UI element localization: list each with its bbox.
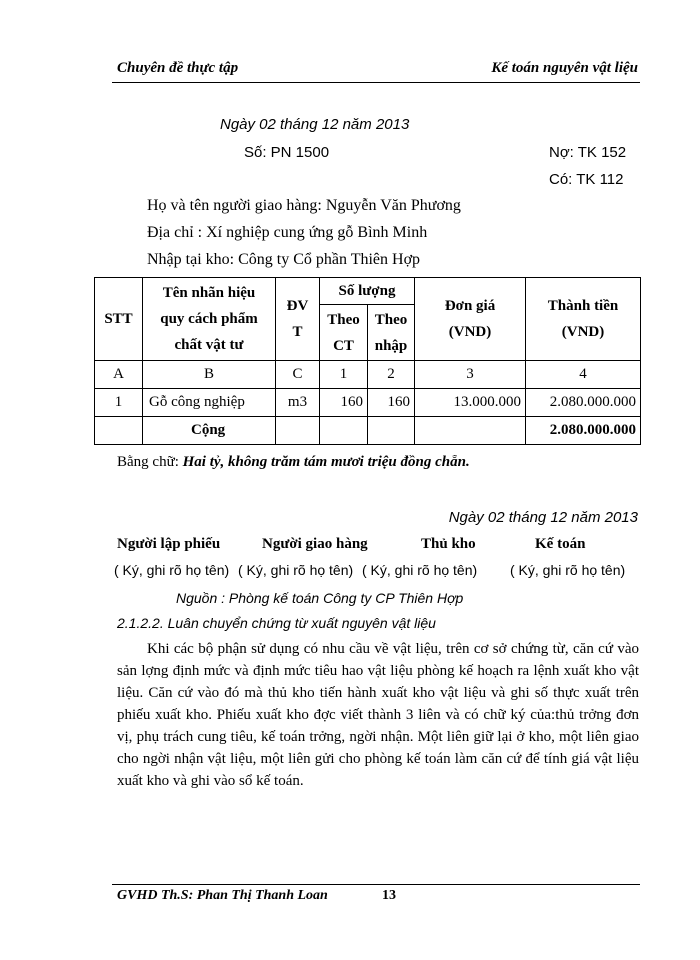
voucher-debit: Nợ: TK 152 bbox=[549, 144, 627, 161]
in-words-label: Bằng chữ: bbox=[117, 454, 179, 470]
warehouse-line: Nhập tại kho: Công ty Cổ phần Thiên Hợp bbox=[147, 251, 421, 268]
col-unit-header: ĐV T bbox=[276, 278, 320, 361]
source-note: Nguồn : Phòng kế toán Công ty CP Thiên Hợp bbox=[176, 590, 464, 606]
col-price-header: Đơn giá (VND) bbox=[415, 278, 526, 361]
paragraph-text: Khi các bộ phận sử dụng có nhu cầu về vật liệu, trên cơ sở chứng từ, căn cứ vào sản lợng định mức và định mức tiêu hao vật liệu phòng kế hoạch ra lệnh xuất kho vật liệu. Căn cứ vào đó mà thủ kho tiến hành xuất kho vật liệu và ghi số thực xuất trên phiếu xuất kho. Phiếu xuất kho đợc viết thành 3 liên và có chữ ký của:thủ trởng đơn vị, phụ trách cung tiêu, kế toán trởng, ngời nhận. Một liên giữ lại ở kho, một liên giao cho ngời nhận vật liệu, một liên gửi cho phòng kế toán làm căn cứ để tính giá vật liệu xuất kho và ghi vào sổ kế toán. bbox=[117, 641, 639, 789]
col-qty-header: Số lượng bbox=[320, 278, 415, 305]
table-code-row: A B C 1 2 3 4 bbox=[95, 361, 641, 389]
footer-rule bbox=[112, 884, 640, 885]
sign-note-storekeeper: ( Ký, ghi rõ họ tên) bbox=[362, 562, 478, 578]
sign-note-accountant: ( Ký, ghi rõ họ tên) bbox=[510, 562, 626, 578]
in-words-value: Hai tỷ, không trăm tám mươi triệu đồng chẵn. bbox=[178, 454, 470, 470]
page-number: 13 bbox=[382, 888, 396, 903]
role-storekeeper: Thủ kho bbox=[421, 536, 476, 552]
header-rule bbox=[112, 82, 640, 83]
col-qty-in-header: Theo nhập bbox=[368, 305, 415, 361]
total-amount: 2.080.000.000 bbox=[526, 417, 641, 445]
role-deliverer: Người giao hàng bbox=[262, 536, 368, 552]
body-paragraph bbox=[117, 638, 639, 792]
col-stt-header: STT bbox=[95, 278, 143, 361]
signature-date: Ngày 02 tháng 12 năm 2013 bbox=[448, 509, 638, 526]
role-accountant: Kế toán bbox=[535, 536, 586, 552]
col-name-header: Tên nhãn hiệu quy cách phẩm chất vật tư bbox=[143, 278, 276, 361]
receipt-table bbox=[94, 277, 641, 445]
sign-note-deliverer: ( Ký, ghi rõ họ tên) bbox=[238, 562, 354, 578]
table-row: 1 Gỗ công nghiệp m3 160 160 13.000.000 2.080.000.000 bbox=[95, 389, 641, 417]
voucher-number: Số: PN 1500 bbox=[244, 144, 330, 161]
sign-note-preparer: ( Ký, ghi rõ họ tên) bbox=[114, 562, 230, 578]
header-left: Chuyên đề thực tập bbox=[117, 60, 239, 76]
header-right: Kế toán nguyên vật liệu bbox=[491, 60, 638, 76]
in-words-line bbox=[117, 454, 470, 471]
voucher-credit: Có: TK 112 bbox=[549, 171, 624, 188]
table-header-row bbox=[95, 278, 641, 305]
address-line: Địa chỉ : Xí nghiệp cung ứng gỗ Bình Minh bbox=[147, 224, 428, 241]
table-total-row bbox=[95, 417, 641, 445]
section-heading: 2.1.2.2. Luân chuyển chứng từ xuất nguyên vật liệu bbox=[117, 615, 436, 631]
col-amount-header: Thành tiền (VND) bbox=[526, 278, 641, 361]
col-qty-doc-header: Theo CT bbox=[320, 305, 368, 361]
voucher-date: Ngày 02 tháng 12 năm 2013 bbox=[220, 116, 410, 133]
deliverer-line: Họ và tên người giao hàng: Nguyễn Văn Phương bbox=[147, 197, 461, 214]
role-preparer: Người lập phiếu bbox=[117, 536, 221, 552]
total-label: Cộng bbox=[143, 417, 276, 445]
footer-supervisor: GVHD Th.S: Phan Thị Thanh Loan bbox=[117, 888, 328, 903]
